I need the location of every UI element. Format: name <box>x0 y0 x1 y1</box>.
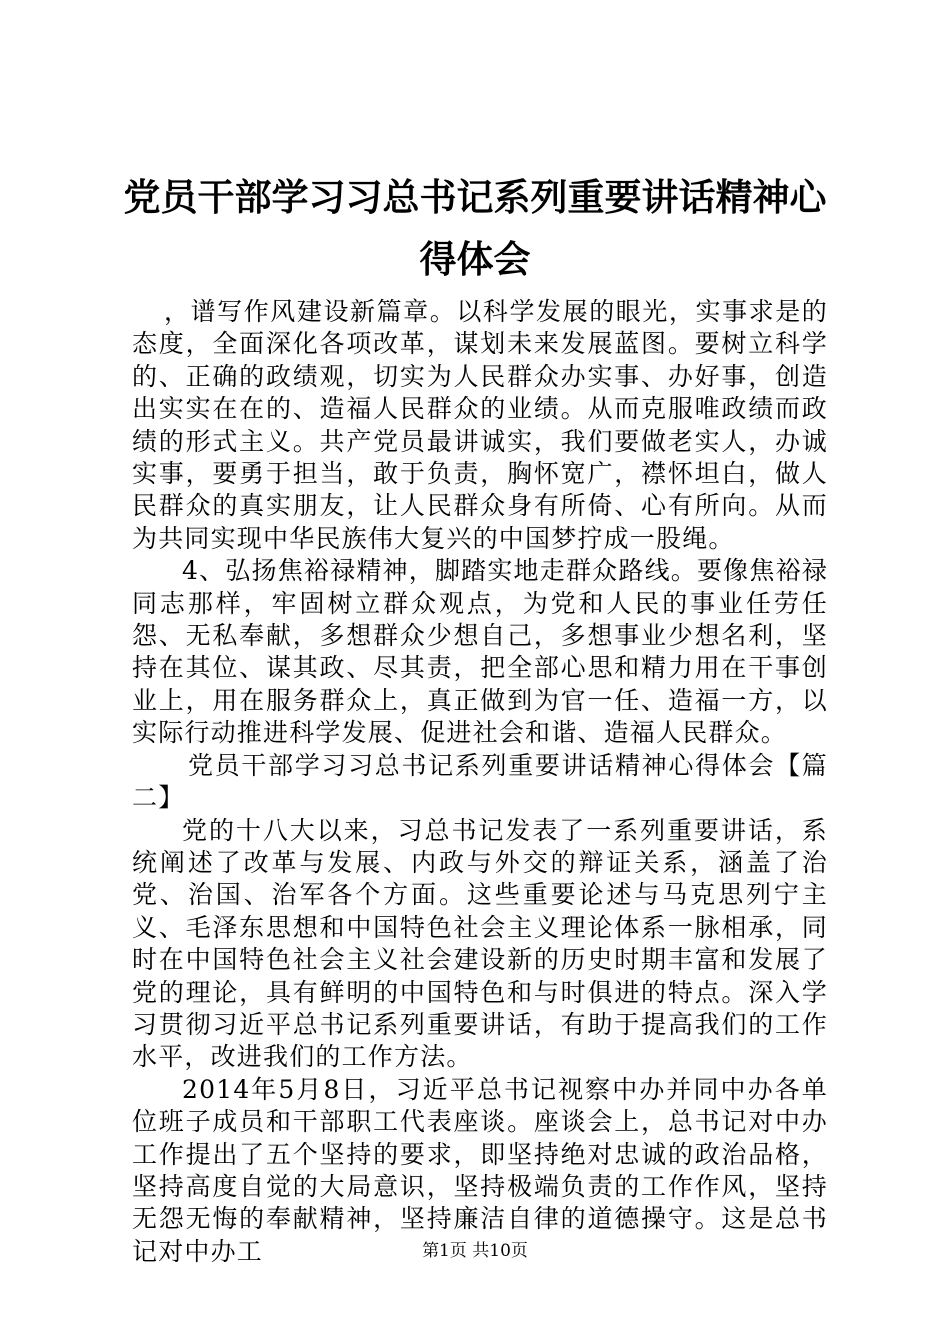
document-title: 党员干部学习习总书记系列重要讲话精神心得体会 <box>123 175 827 281</box>
paragraph-1: ，谱写作风建设新篇章。以科学发展的眼光，实事求是的态度，全面深化各项改革，谋划未来发展蓝图。要树立科学的、正确的政绩观，切实为人民群众办实事、办好事，创造出实实在在的、造福人民群众的业绩。从而克服唯政绩而政绩的形式主义。共产党员最讲诚实，我们要做老实人，办诚实事，要勇于担当，敢于负责，胸怀宽广，襟怀坦白，做人民群众的真实朋友，让人民群众身有所倚、心有所向。从而为共同实现中华民族伟大复兴的中国梦拧成一股绳。 <box>132 297 828 553</box>
document-body <box>132 296 828 1268</box>
paragraph-3: 党的十八大以来，习总书记发表了一系列重要讲话，系统阐述了改革与发展、内政与外交的辩证关系，涵盖了治党、治国、治军各个方面。这些重要论述与马克思列宁主义、毛泽东思想和中国特色社会主义理论体系一脉相承，同时在中国特色社会主义社会建设新的历史时期丰富和发展了党的理论，具有鲜明的中国特色和与时俱进的特点。深入学习贯彻习近平总书记系列重要讲话，有助于提高我们的工作水平，改进我们的工作方法。 <box>132 815 828 1072</box>
paragraph-4: 2014年5月8日，习近平总书记视察中办并同中办各单位班子成员和干部职工代表座谈。座谈会上，总书记对中办工作提出了五个坚持的要求，即坚持绝对忠诚的政治品格，坚持高度自觉的大局意识，坚持极端负责的工作作风，坚持无怨无悔的奉献精神，坚持廉洁自律的道德操守。这是总书记对中办工 <box>132 1074 828 1266</box>
page-footer: 第1页 共10页 <box>422 1241 528 1261</box>
section-heading: 党员干部学习习总书记系列重要讲话精神心得体会【篇二】 <box>132 750 828 813</box>
paragraph-2: 4、弘扬焦裕禄精神，脚踏实地走群众路线。要像焦裕禄同志那样，牢固树立群众观点，为党和人民的事业任劳任怨、无私奉献，多想群众少想自己，多想事业少想名利，坚持在其位、谋其政、尽其责，把全部心思和精力用在干事创业上，用在服务群众上，真正做到为官一任、造福一方，以实际行动推进科学发展、促进社会和谐、造福人民群众。 <box>132 556 828 748</box>
